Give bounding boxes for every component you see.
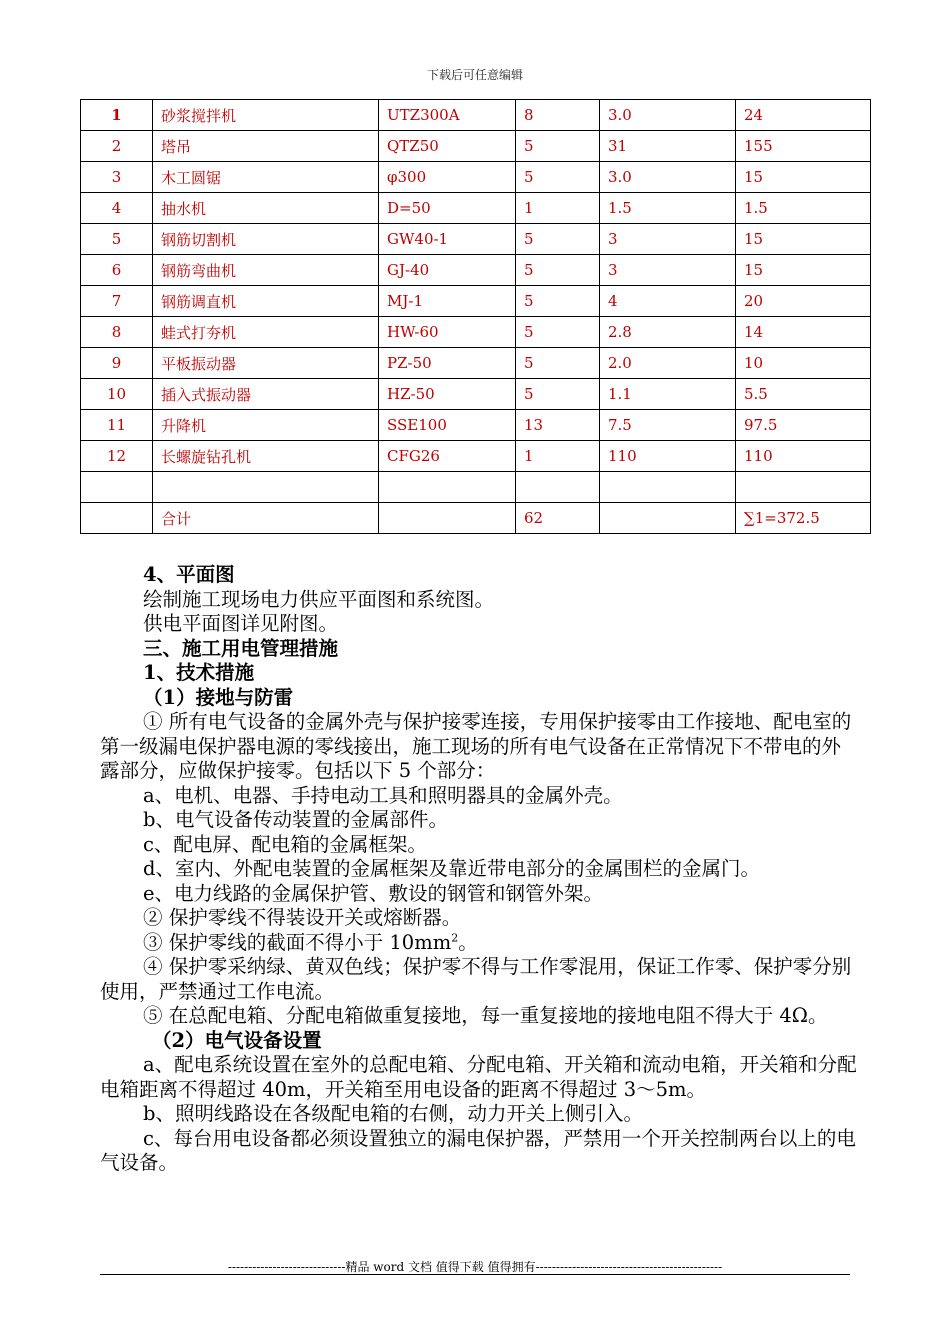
paragraph: 供电平面图详见附图。	[143, 612, 339, 635]
list-item: e、电力线路的金属保护管、敷设的钢管和钢管外架。	[143, 881, 604, 905]
paragraph: c、每台用电设备都必须设置独立的漏电保护器，严禁用一个开关控制两台以上的电气设备。	[100, 1126, 856, 1174]
table-cell-power: 2.0	[600, 348, 736, 379]
table-cell-power: 31	[600, 131, 736, 162]
table-row	[81, 224, 871, 255]
table-row	[81, 379, 871, 410]
table-row	[81, 472, 871, 503]
table-cell-name	[153, 472, 379, 503]
table-cell-name: 钢筋调直机	[153, 286, 379, 317]
table-cell-no: 2	[81, 131, 153, 162]
table-cell-no: 9	[81, 348, 153, 379]
table-cell-power: 110	[600, 441, 736, 472]
table-cell-name: 长螺旋钻孔机	[153, 441, 379, 472]
table-cell-name: 钢筋弯曲机	[153, 255, 379, 286]
table-cell-name: 合计	[153, 503, 379, 534]
table-cell-model: HZ-50	[379, 379, 516, 410]
heading-plan: 4、平面图	[143, 563, 235, 586]
table-cell-name: 抽水机	[153, 193, 379, 224]
table-cell-qty: 5	[516, 317, 600, 348]
table-cell-name: 钢筋切割机	[153, 224, 379, 255]
table-cell-qty: 5	[516, 224, 600, 255]
table-cell-name: 塔吊	[153, 131, 379, 162]
table-row	[81, 317, 871, 348]
table-row	[81, 131, 871, 162]
table-cell-model: MJ-1	[379, 286, 516, 317]
table-cell-name: 插入式振动器	[153, 379, 379, 410]
table-cell-power: 3	[600, 255, 736, 286]
table-row	[81, 162, 871, 193]
table-cell-total: 10	[736, 348, 871, 379]
table-cell-no: 12	[81, 441, 153, 472]
table-cell-no: 1	[81, 100, 153, 131]
heading-grounding: （1）接地与防雷	[143, 685, 294, 709]
table-row	[81, 100, 871, 131]
table-cell-no: 5	[81, 224, 153, 255]
paragraph-end: 。	[458, 930, 478, 954]
table-cell-total: 110	[736, 441, 871, 472]
table-cell-power: 3.0	[600, 100, 736, 131]
table-cell-total: 15	[736, 224, 871, 255]
table-cell-qty: 62	[516, 503, 600, 534]
table-row	[81, 348, 871, 379]
table-cell-total: 97.5	[736, 410, 871, 441]
table-cell-no: 11	[81, 410, 153, 441]
heading-equipment-setup: （2）电气设备设置	[152, 1028, 322, 1052]
table-cell-total: ∑1=372.5	[736, 503, 871, 534]
table-cell-model: GJ-40	[379, 255, 516, 286]
paragraph: a、配电系统设置在室外的总配电箱、分配电箱、开关箱和流动电箱，开关箱和分配电箱距离不得超过 40m，开关箱至用电设备的距离不得超过 3～5m。	[100, 1053, 857, 1101]
table-cell-name: 平板振动器	[153, 348, 379, 379]
table-cell-model: PZ-50	[379, 348, 516, 379]
table-cell-power: 1.5	[600, 193, 736, 224]
table-cell-qty	[516, 472, 600, 503]
table-cell-qty: 5	[516, 131, 600, 162]
table-cell-model	[379, 472, 516, 503]
table-cell-model: HW-60	[379, 317, 516, 348]
table-cell-qty: 5	[516, 348, 600, 379]
table-cell-no: 4	[81, 193, 153, 224]
table-cell-power: 3.0	[600, 162, 736, 193]
table-cell-total: 15	[736, 162, 871, 193]
table-cell-qty: 5	[516, 255, 600, 286]
document-body	[100, 563, 860, 1176]
table-cell-qty: 1	[516, 441, 600, 472]
footer-note: -----------------------------精品 word 文档 值得下载 值得拥有----------------------------------------------	[227, 1260, 723, 1274]
table-cell-model: CFG26	[379, 441, 516, 472]
table-cell-model: SSE100	[379, 410, 516, 441]
header-note: 下载后可任意编辑	[426, 68, 523, 82]
table-cell-total: 15	[736, 255, 871, 286]
table-cell-total: 155	[736, 131, 871, 162]
paragraph: ② 保护零线不得装设开关或熔断器。	[143, 906, 462, 929]
table-cell-total: 24	[736, 100, 871, 131]
table-cell-no: 6	[81, 255, 153, 286]
superscript: 2	[451, 931, 459, 944]
table-row	[81, 410, 871, 441]
footer-divider	[100, 1274, 850, 1275]
table-cell-power: 7.5	[600, 410, 736, 441]
table-cell-total: 5.5	[736, 379, 871, 410]
table-cell-power: 3	[600, 224, 736, 255]
table-cell-power	[600, 503, 736, 534]
table-cell-name: 蛙式打夯机	[153, 317, 379, 348]
paragraph: ⑤ 在总配电箱、分配电箱做重复接地，每一重复接地的接地电阻不得大于 4Ω。	[143, 1004, 828, 1027]
table-cell-qty: 1	[516, 193, 600, 224]
table-cell-model: QTZ50	[379, 131, 516, 162]
list-item: b、电气设备传动装置的金属部件。	[143, 808, 448, 831]
table-cell-power: 2.8	[600, 317, 736, 348]
table-cell-model: D=50	[379, 193, 516, 224]
table-cell-model	[379, 503, 516, 534]
paragraph: ④ 保护零采纳绿、黄双色线；保护零不得与工作零混用，保证工作零、保护零分别使用，严禁通过工作电流。	[100, 955, 852, 1003]
table-cell-no: 7	[81, 286, 153, 317]
table-row	[81, 193, 871, 224]
table-cell-name: 升降机	[153, 410, 379, 441]
table-cell-name: 砂浆搅拌机	[153, 100, 379, 131]
table-cell-qty: 5	[516, 379, 600, 410]
table-cell-no: 10	[81, 379, 153, 410]
paragraph: ① 所有电气设备的金属外壳与保护接零连接，专用保护接零由工作接地、配电室的第一级漏电保护器电源的零线接出，施工现场的所有电气设备在正常情况下不带电的外露部分，应做保护接零。包括以下 5 个部分：	[100, 710, 852, 782]
table-cell-no: 8	[81, 317, 153, 348]
table-cell-power	[600, 472, 736, 503]
table-cell-total	[736, 472, 871, 503]
table-cell-no: 3	[81, 162, 153, 193]
paragraph-text: ③ 保护零线的截面不得小于 10mm	[143, 930, 452, 954]
list-item: c、配电屏、配电箱的金属框架。	[143, 832, 427, 856]
table-cell-no	[81, 503, 153, 534]
table-cell-total: 20	[736, 286, 871, 317]
table-cell-qty: 13	[516, 410, 600, 441]
table-cell-model: UTZ300A	[379, 100, 516, 131]
table-row	[81, 255, 871, 286]
table-cell-power: 1.1	[600, 379, 736, 410]
list-item: d、室内、外配电装置的金属框架及靠近带电部分的金属围栏的金属门。	[143, 857, 760, 880]
table-cell-model: φ300	[379, 162, 516, 193]
table-row	[81, 441, 871, 472]
paragraph: b、照明线路设在各级配电箱的右侧，动力开关上侧引入。	[143, 1102, 643, 1125]
equipment-table	[80, 99, 871, 534]
table-cell-total: 1.5	[736, 193, 871, 224]
table-cell-no	[81, 472, 153, 503]
table-cell-qty: 5	[516, 162, 600, 193]
heading-tech-measures: 1、技术措施	[143, 661, 255, 684]
table-cell-power: 4	[600, 286, 736, 317]
heading-section-3: 三、施工用电管理措施	[143, 636, 339, 660]
table-row	[81, 503, 871, 534]
table-row	[81, 286, 871, 317]
table-cell-model: GW40-1	[379, 224, 516, 255]
paragraph	[100, 931, 860, 956]
table-cell-qty: 8	[516, 100, 600, 131]
table-cell-qty: 5	[516, 286, 600, 317]
table-cell-total: 14	[736, 317, 871, 348]
paragraph: 绘制施工现场电力供应平面图和系统图。	[143, 587, 495, 611]
table-cell-name: 木工圆锯	[153, 162, 379, 193]
list-item: a、电机、电器、手持电动工具和照明器具的金属外壳。	[143, 783, 623, 807]
